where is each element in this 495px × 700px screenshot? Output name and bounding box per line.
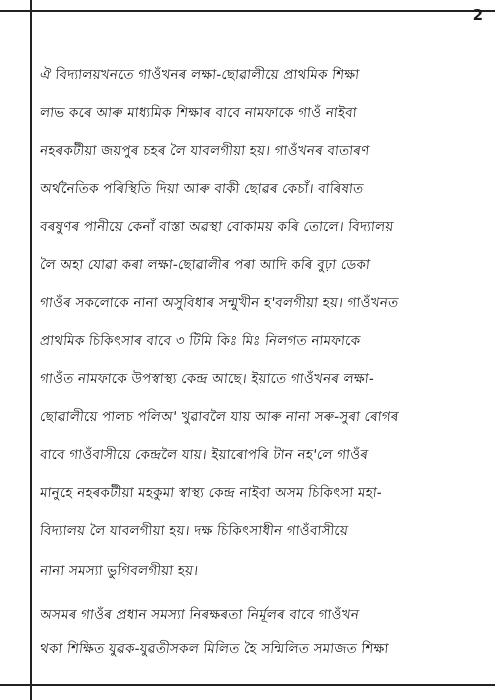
text-line: গাওঁত নামফাকে উপস্বাস্থ্য কেন্দ্ৰ আছে। ইয়াতে গাওঁখনৰ লক্ষা-: [39, 371, 375, 387]
text-line: গাওঁৰ সকলোকে নানা অসুবিধাৰ সন্মুখীন হ'বলগীয়া হয়। গাওঁখনত: [39, 295, 400, 311]
margin-rule-line: [30, 0, 32, 700]
text-line: লাভ কৰে আৰু মাধ্যমিক শিক্ষাৰ বাবে নামফাকে গাওঁ নাইবা: [39, 105, 358, 121]
top-rule-line: [0, 10, 495, 12]
text-line: অৰ্থনৈতিক পৰিস্থিতি দিয়া আৰু বাকী ছোৱৰ কেচাঁ। বাৰিষাত: [39, 181, 365, 197]
text-line: বিদ্যালয় লৈ যাবলগীয়া হয়। দক্ষ চিকিৎসাধীন গাওঁবাসীয়ে: [39, 523, 349, 539]
text-line: বৰষুণৰ পানীয়ে কেনাঁ বাস্তা অৱস্থা বোকাময় কৰি তোলে। বিদ্যালয়: [39, 219, 395, 235]
text-line: অসমৰ গাওঁৰ প্ৰধান সমস্যা নিৰক্ষৰতা নিৰ্মূলৰ বাবে গাওঁখন: [39, 607, 360, 623]
text-line: নহৰকটীয়া জয়পুৰ চহৰ লৈ যাবলগীয়া হয়। গাওঁখনৰ বাতাৰণ: [39, 143, 371, 159]
text-line: থকা শিক্ষিত যুৱক-যুৱতীসকল মিলিত হৈ সন্মিলিত সমাজত শিক্ষা: [39, 641, 390, 657]
text-line: প্ৰাথমিক চিকিৎসাৰ বাবে ৩ টিমি কিঃ মিঃ নিলগত নামফাকে: [39, 333, 362, 349]
text-line: লৈ অহা যোৱা কৰা লক্ষা-ছোৱালীৰ পৰা আদি কৰি বুঢ়া ডেকা: [39, 257, 371, 273]
text-line: নানা সমস্যা ভুগিবলগীয়া হয়।: [39, 563, 200, 579]
text-line: ঐ বিদ্যালয়খনতে গাওঁখনৰ লক্ষা-ছোৱালীয়ে প্ৰাথমিক শিক্ষা: [39, 67, 361, 83]
text-line: ছোৱালীয়ে পালচ পলিঅ' খুৱাবলৈ যায় আৰু নানা সৰু-সুৰা ৰোগৰ: [39, 409, 400, 425]
text-line: মানুহে নহৰকটীয়া মহকুমা স্বাস্থ্য কেন্দ্ৰ নাইবা অসম চিকিৎসা মহা-: [39, 485, 383, 501]
page-number: 2: [472, 6, 483, 24]
text-line: বাবে গাওঁবাসীয়ে কেন্দ্ৰলৈ যায়। ইয়াৰোপৰি টান নহ'লে গাওঁৰ: [39, 447, 369, 463]
bottom-rule-line: [0, 684, 495, 686]
